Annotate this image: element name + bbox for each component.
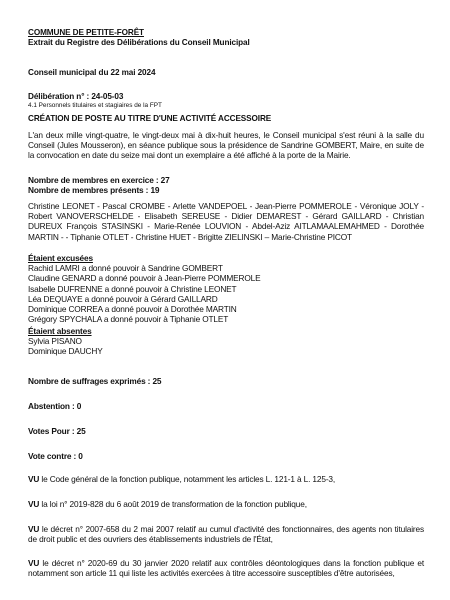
- commune-name: COMMUNE DE PETITE-FORÊT: [28, 28, 144, 37]
- votes-against: Vote contre : 0: [28, 451, 83, 461]
- votes-for: Votes Pour : 25: [28, 426, 86, 436]
- meeting-date: Conseil municipal du 22 mai 2024: [28, 68, 156, 77]
- excused-item: Léa DEQUAYE a donné pouvoir à Gérard GAILLARD: [28, 293, 218, 304]
- absent-item: Dominique DAUCHY: [28, 346, 103, 357]
- absent-section: [28, 326, 424, 357]
- deliberation-title: CRÉATION DE POSTE AU TITRE D'UNE ACTIVITÉ ACCESSOIRE: [28, 114, 272, 123]
- excused-heading: Étaient excusées: [28, 253, 93, 263]
- document-header: [28, 28, 424, 48]
- register-extract-title: Extrait du Registre des Délibérations du Conseil Municipal: [28, 38, 250, 47]
- deliberation-subject: 4.1 Personnels titulaires et stagiaires de la FPT: [28, 102, 162, 109]
- vu-clause: [28, 558, 424, 578]
- vu-text: le Code général de la fonction publique, notamment les articles L. 121-1 à L. 125-3,: [41, 474, 336, 484]
- intro-paragraph: L'an deux mille vingt-quatre, le vingt-deux mai à dix-huit heures, le Conseil municipal s'est réuni à la salle du Conseil (Jules Mousseron), en séance publique sous la présidence de Sandrine GOMBERT, Maire, en suite de la convocation en date du seize mai dont un exemplaire a été affiché à la porte de la Mairie.: [28, 130, 424, 161]
- members-present: Nombre de membres présents : 19: [28, 185, 160, 196]
- absent-item: Sylvia PISANO: [28, 336, 82, 347]
- vu-text: la loi n° 2019-828 du 6 août 2019 de transformation de la fonction publique,: [41, 499, 307, 509]
- members-in-office: Nombre de membres en exercice : 27: [28, 175, 170, 185]
- excused-item: Isabelle DUFRENNE a donné pouvoir à Christine LEONET: [28, 283, 237, 294]
- absent-heading: Étaient absentes: [28, 326, 92, 336]
- excused-item: Claudine GENARD a donné pouvoir à Jean-Pierre POMMEROLE: [28, 273, 261, 284]
- excused-section: [28, 253, 424, 324]
- vu-clause: [28, 524, 424, 544]
- vu-text: le décret n° 2007-658 du 2 mai 2007 relatif au cumul d'activité des fonctionnaires, des agents non titulaires de droit public et des ouvriers des établissements industriels de l'État,: [28, 524, 424, 545]
- vu-clause: [28, 499, 424, 509]
- vu-label: VU: [28, 524, 40, 534]
- excused-item: Grégory SPYCHALA a donné pouvoir à Tiphanie OTLET: [28, 314, 229, 325]
- vu-label: VU: [28, 558, 40, 568]
- excused-item: Rachid LAMRI a donné pouvoir à Sandrine GOMBERT: [28, 263, 223, 274]
- deliberation-number: Délibération n° : 24-05-03: [28, 92, 124, 101]
- deliberation-info: [28, 92, 424, 110]
- vu-label: VU: [28, 474, 40, 484]
- present-members-list: Christine LEONET - Pascal CROMBE - Arlette VANDEPOEL - Jean-Pierre POMMEROLE - Véronique JOLY - Robert VANOVERSCHELDE - Elisabeth SEREUSE - Didier DEMAREST - Gérard GAILLARD - Christian DUREUX François STASINSKI - Marie-Renée LOUVION - Abdel-Aziz AITLAMAALEMAHMED - Dorothée MARTIN - - Tiphanie OTLET - Christine HUET - Brigitte ZIELINSKI – Marie-Christine PICOT: [28, 201, 424, 242]
- members-count: [28, 175, 424, 195]
- vu-clause: [28, 474, 424, 484]
- votes-expressed: Nombre de suffrages exprimés : 25: [28, 376, 162, 386]
- excused-item: Dominique CORREA a donné pouvoir à Dorothée MARTIN: [28, 304, 237, 315]
- vu-label: VU: [28, 499, 40, 509]
- vu-text: le décret n° 2020-69 du 30 janvier 2020 relatif aux contrôles déontologiques dans la fonction publique et notamment son article 11 qui liste les activités exercées à titre accessoire susceptibles d'être autorisées,: [28, 558, 425, 579]
- votes-abstention: Abstention : 0: [28, 401, 82, 411]
